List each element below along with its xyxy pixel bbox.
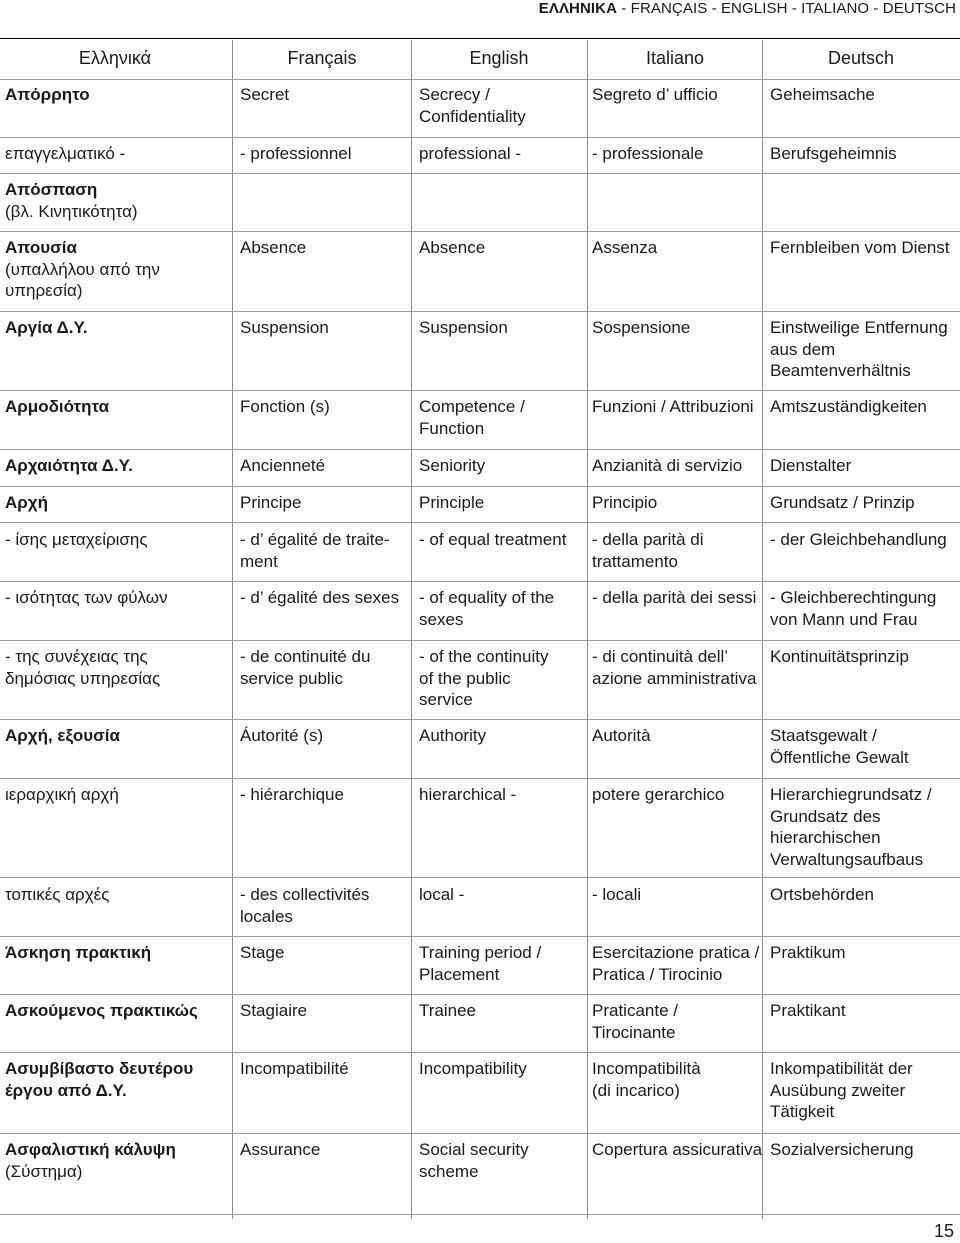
french-term: Absence bbox=[240, 238, 307, 257]
english-term: Trainee bbox=[419, 1001, 477, 1020]
running-head-greek: ΕΛΛΗΝΙΚΑ bbox=[538, 0, 618, 17]
english-term: Authority bbox=[419, 726, 487, 745]
italian-term: - della parità di bbox=[592, 530, 704, 549]
italian-term: Segreto d’ ufficio bbox=[592, 85, 718, 104]
french-term: - professionnel bbox=[240, 144, 352, 163]
lang-header-italian: Italiano bbox=[645, 48, 705, 68]
german-term: Fernbleiben vom Dienst bbox=[770, 238, 950, 257]
english-term: Incompatibility bbox=[419, 1059, 527, 1078]
greek-term: ιεραρχική αρχή bbox=[5, 785, 119, 804]
greek-term: - ίσης μεταχείρισης bbox=[5, 530, 148, 549]
greek-term: Απόρρητο bbox=[5, 85, 90, 104]
column-divider bbox=[232, 40, 233, 1219]
greek-term: Απουσία bbox=[5, 238, 77, 257]
german-term: Grundsatz des bbox=[770, 806, 881, 826]
english-term: Absence bbox=[419, 238, 486, 257]
italian-term: - professionale bbox=[592, 144, 704, 163]
italian-term: trattamento bbox=[592, 551, 678, 571]
english-term: - of equal treatment bbox=[419, 530, 567, 549]
greek-term: Άσκηση πρακτική bbox=[5, 943, 152, 962]
english-term: of the public bbox=[419, 668, 511, 688]
greek-term: επαγγελματικό - bbox=[5, 144, 126, 163]
lang-header-german: Deutsch bbox=[827, 48, 895, 68]
english-term: Confidentiality bbox=[419, 106, 526, 126]
german-term: Ortsbehörden bbox=[770, 885, 874, 904]
row-divider bbox=[0, 79, 960, 80]
german-term: Ausübung zweiter bbox=[770, 1080, 906, 1100]
italian-term: Anzianità di servizio bbox=[592, 456, 743, 475]
italian-term: Pratica / Tirocinio bbox=[592, 964, 723, 984]
greek-term: Αρχή, εξουσία bbox=[5, 726, 120, 745]
english-term: - of equality of the bbox=[419, 588, 555, 607]
greek-term: (Σύστημα) bbox=[5, 1161, 83, 1181]
french-term: Ancienneté bbox=[240, 456, 326, 475]
column-divider bbox=[762, 40, 763, 1219]
english-term: Principle bbox=[419, 493, 485, 512]
english-term: Competence / bbox=[419, 397, 525, 416]
italian-term: Esercitazione pratica / bbox=[592, 943, 760, 962]
english-term: - of the continuity bbox=[419, 647, 549, 666]
greek-term: δημόσιας υπηρεσίας bbox=[5, 668, 161, 688]
italian-term: Assenza bbox=[592, 238, 658, 257]
german-term: Sozialversicherung bbox=[770, 1140, 914, 1159]
row-divider bbox=[0, 778, 960, 779]
french-term: Secret bbox=[240, 85, 290, 104]
running-head-languages: - FRANÇAIS - ENGLISH - ITALIANO - DEUTSCH bbox=[617, 0, 956, 17]
french-term: - de continuité du bbox=[240, 647, 371, 666]
italian-term: (di incarico) bbox=[592, 1080, 680, 1100]
italian-term: Principio bbox=[592, 493, 658, 512]
french-term: - des collectivités bbox=[240, 885, 370, 904]
german-term: hierarchischen bbox=[770, 828, 881, 847]
german-term: Einstweilige Entfernung bbox=[770, 318, 948, 337]
english-term: Social security bbox=[419, 1140, 529, 1159]
top-rule bbox=[0, 38, 960, 39]
german-term: Praktikant bbox=[770, 1001, 846, 1020]
french-term: Stage bbox=[240, 943, 285, 962]
english-term: service bbox=[419, 690, 473, 709]
row-divider bbox=[0, 486, 960, 487]
german-term: - der Gleichbehandlung bbox=[770, 530, 947, 549]
german-term: Öffentliche Gewalt bbox=[770, 747, 909, 767]
english-term: Seniority bbox=[419, 456, 486, 475]
lang-header-greek: Ελληνικά bbox=[78, 48, 152, 68]
german-term: Praktikum bbox=[770, 943, 846, 962]
row-divider bbox=[0, 640, 960, 641]
german-term: Kontinuitätsprinzip bbox=[770, 647, 909, 666]
row-divider bbox=[0, 449, 960, 450]
german-term: Beamtenverhältnis bbox=[770, 361, 911, 380]
italian-term: azione amministrativa bbox=[592, 668, 757, 688]
column-divider bbox=[587, 40, 588, 1219]
row-divider bbox=[0, 936, 960, 937]
english-term: scheme bbox=[419, 1161, 479, 1181]
italian-term: Autorità bbox=[592, 726, 651, 745]
german-term: Berufsgeheimnis bbox=[770, 144, 897, 163]
column-divider bbox=[411, 40, 412, 1219]
italian-term: Funzioni / Attribuzioni bbox=[592, 397, 754, 416]
french-term: Stagiaire bbox=[240, 1001, 308, 1020]
row-divider bbox=[0, 173, 960, 174]
greek-term: Ασυμβίβαστο δευτέρου bbox=[5, 1059, 194, 1078]
german-term: Staatsgewalt / bbox=[770, 726, 877, 745]
row-divider bbox=[0, 1052, 960, 1053]
row-divider bbox=[0, 311, 960, 312]
greek-term: Ασκούμενος πρακτικώς bbox=[5, 1001, 198, 1020]
lang-header-french: Français bbox=[287, 48, 357, 68]
english-term: Secrecy / bbox=[419, 85, 490, 104]
greek-term: τοπικές αρχές bbox=[5, 885, 110, 904]
german-term: Dienstalter bbox=[770, 456, 852, 475]
row-divider bbox=[0, 137, 960, 138]
row-divider bbox=[0, 231, 960, 232]
greek-term: έργου από Δ.Υ. bbox=[5, 1080, 127, 1100]
greek-term: - της συνέχειας της bbox=[5, 647, 148, 666]
row-divider bbox=[0, 390, 960, 391]
language-header-row bbox=[0, 48, 960, 70]
row-divider bbox=[0, 581, 960, 582]
german-term: Amtszuständigkeiten bbox=[770, 397, 927, 416]
french-term: - hiérarchique bbox=[240, 785, 344, 804]
greek-term: Απόσπαση bbox=[5, 180, 98, 199]
german-term: Grundsatz / Prinzip bbox=[770, 493, 915, 512]
greek-term: Αρχή bbox=[5, 493, 48, 512]
english-term: sexes bbox=[419, 609, 464, 629]
german-term: aus dem bbox=[770, 339, 836, 359]
greek-term: (βλ. Κινητικότητα) bbox=[5, 201, 138, 221]
french-term: - d’ égalité de traite- bbox=[240, 530, 390, 549]
row-divider bbox=[0, 719, 960, 720]
greek-term: (υπαλλήλου από την bbox=[5, 259, 160, 279]
lang-header-english: English bbox=[469, 48, 529, 68]
italian-term: Sospensione bbox=[592, 318, 691, 337]
german-term: Verwaltungsaufbaus bbox=[770, 849, 924, 869]
french-term: Fonction (s) bbox=[240, 397, 330, 416]
german-term: - Gleichberechtingung bbox=[770, 588, 937, 607]
greek-term: - ισότητας των φύλων bbox=[5, 588, 168, 607]
row-divider bbox=[0, 1214, 960, 1215]
french-term: Suspension bbox=[240, 318, 329, 337]
english-term: local - bbox=[419, 885, 465, 904]
greek-term: υπηρεσία) bbox=[5, 281, 83, 300]
english-term: Suspension bbox=[419, 318, 508, 337]
english-term: Function bbox=[419, 418, 485, 438]
italian-term: Copertura assicurativa bbox=[592, 1140, 763, 1159]
english-term: professional - bbox=[419, 144, 522, 163]
greek-term: Ασφαλιστική κάλυψη bbox=[5, 1140, 176, 1159]
french-term: service public bbox=[240, 668, 343, 688]
french-term: - d’ égalité des sexes bbox=[240, 588, 400, 607]
italian-term: - di continuità dell’ bbox=[592, 647, 729, 666]
french-term: Principe bbox=[240, 493, 302, 512]
french-term: Incompatibilité bbox=[240, 1059, 349, 1078]
italian-term: Praticante / bbox=[592, 1001, 678, 1020]
german-term: Tätigkeit bbox=[770, 1102, 835, 1121]
french-term: Assurance bbox=[240, 1140, 321, 1159]
english-term: Training period / bbox=[419, 943, 542, 962]
italian-term: - locali bbox=[592, 885, 642, 904]
italian-term: potere gerarchico bbox=[592, 785, 725, 804]
running-head bbox=[539, 0, 956, 18]
french-term: locales bbox=[240, 906, 293, 926]
french-term: ment bbox=[240, 551, 278, 571]
german-term: Inkompatibilität der bbox=[770, 1059, 913, 1078]
greek-term: Αρμοδιότητα bbox=[5, 397, 110, 416]
row-divider bbox=[0, 994, 960, 995]
row-divider bbox=[0, 1133, 960, 1134]
greek-term: Αργία Δ.Υ. bbox=[5, 318, 88, 337]
english-term: hierarchical - bbox=[419, 785, 517, 804]
german-term: Hierarchiegrundsatz / bbox=[770, 785, 932, 804]
italian-term: Tirocinante bbox=[592, 1022, 676, 1042]
row-divider bbox=[0, 522, 960, 523]
french-term: Áutorité (s) bbox=[240, 726, 324, 745]
greek-term: Αρχαιότητα Δ.Υ. bbox=[5, 456, 133, 475]
page-number: 15 bbox=[933, 1221, 954, 1241]
italian-term: Incompatibilità bbox=[592, 1059, 701, 1078]
english-term: Placement bbox=[419, 964, 500, 984]
german-term: Geheimsache bbox=[770, 85, 875, 104]
german-term: von Mann und Frau bbox=[770, 609, 918, 629]
italian-term: - della parità dei sessi bbox=[592, 588, 757, 607]
row-divider bbox=[0, 877, 960, 878]
